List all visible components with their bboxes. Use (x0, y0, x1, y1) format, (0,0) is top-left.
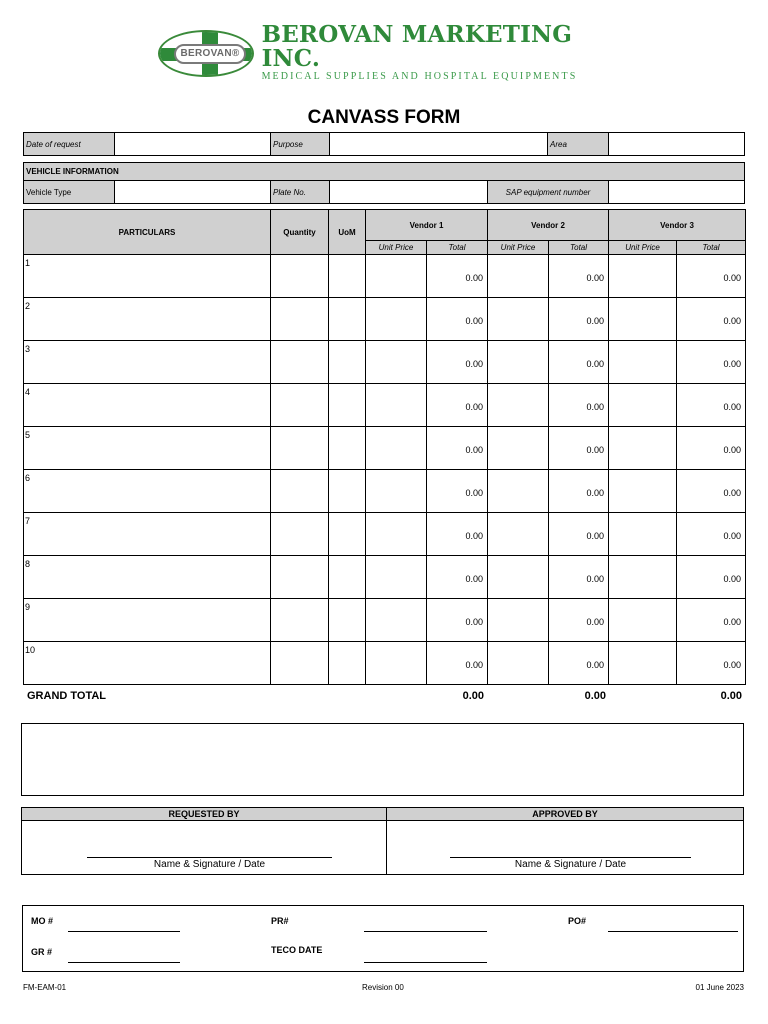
quantity-cell[interactable] (271, 341, 329, 384)
mo-field[interactable] (68, 931, 180, 932)
vendor1-unit-price-cell[interactable] (366, 599, 427, 642)
signature-line (450, 857, 691, 858)
vendor2-unit-price-cell[interactable] (488, 642, 549, 685)
sap-equipment-field[interactable] (608, 180, 745, 204)
vendor2-unit-price-cell[interactable] (488, 599, 549, 642)
date-of-request-label: Date of request (23, 132, 115, 156)
uom-cell[interactable] (329, 341, 366, 384)
vendor3-total-cell: 0.00 (677, 642, 746, 685)
grand-total-vendor3: 0.00 (720, 690, 742, 702)
vendor2-unit-price-cell[interactable] (488, 556, 549, 599)
vendor2-total-cell: 0.00 (549, 513, 609, 556)
vendor2-unit-price-header: Unit Price (488, 241, 549, 255)
table-row (24, 599, 746, 642)
revision: Revision 00 (362, 983, 404, 992)
quantity-cell[interactable] (271, 427, 329, 470)
vendor2-unit-price-cell[interactable] (488, 384, 549, 427)
uom-header: UoM (329, 210, 366, 255)
vehicle-information-header: VEHICLE INFORMATION (23, 162, 745, 181)
vendor2-total-cell: 0.00 (549, 298, 609, 341)
vendor3-unit-price-cell[interactable] (609, 427, 677, 470)
vendor3-total-cell: 0.00 (677, 255, 746, 298)
gr-label: GR # (31, 947, 53, 957)
row-number[interactable]: 3 (24, 341, 271, 384)
uom-cell[interactable] (329, 470, 366, 513)
approved-by-header: APPROVED BY (386, 807, 744, 821)
vendor3-unit-price-cell[interactable] (609, 599, 677, 642)
form-title: CANVASS FORM (307, 107, 461, 128)
vendor1-total-cell: 0.00 (427, 556, 488, 599)
vendor2-header: Vendor 2 (488, 210, 609, 241)
vendor1-unit-price-cell[interactable] (366, 341, 427, 384)
grand-total-label: GRAND TOTAL (27, 690, 107, 702)
vendor2-total-header: Total (549, 241, 609, 255)
uom-cell[interactable] (329, 384, 366, 427)
requested-by-header: REQUESTED BY (21, 807, 387, 821)
table-row (24, 384, 746, 427)
table-row (24, 255, 746, 298)
vendor2-unit-price-cell[interactable] (488, 470, 549, 513)
form-code: FM-EAM-01 (23, 983, 67, 992)
gr-field[interactable] (68, 962, 180, 963)
vendor3-total-cell: 0.00 (677, 298, 746, 341)
vendor1-unit-price-header: Unit Price (366, 241, 427, 255)
vendor3-total-cell: 0.00 (677, 384, 746, 427)
area-label: Area (547, 132, 609, 156)
uom-cell[interactable] (329, 642, 366, 685)
approved-by-caption: Name & Signature / Date (514, 859, 627, 870)
vendor3-total-cell: 0.00 (677, 513, 746, 556)
grand-total-vendor2: 0.00 (584, 690, 606, 702)
vendor3-total-header: Total (677, 241, 746, 255)
teco-date-label: TECO DATE (271, 945, 323, 955)
vendor1-total-cell: 0.00 (427, 427, 488, 470)
quantity-cell[interactable] (271, 384, 329, 427)
vendor2-total-cell: 0.00 (549, 427, 609, 470)
vendor3-unit-price-cell[interactable] (609, 384, 677, 427)
vendor1-unit-price-cell[interactable] (366, 255, 427, 298)
quantity-cell[interactable] (271, 298, 329, 341)
vendor2-total-cell: 0.00 (549, 470, 609, 513)
table-row (24, 427, 746, 470)
uom-cell[interactable] (329, 298, 366, 341)
vendor1-unit-price-cell[interactable] (366, 513, 427, 556)
uom-cell[interactable] (329, 513, 366, 556)
logo-badge: BEROVAN® (174, 44, 246, 64)
vendor1-unit-price-cell[interactable] (366, 384, 427, 427)
vendor3-total-cell: 0.00 (677, 341, 746, 384)
vendor1-unit-price-cell[interactable] (366, 642, 427, 685)
particulars-table (23, 209, 746, 685)
vehicle-type-field[interactable] (114, 180, 271, 204)
quantity-cell[interactable] (271, 599, 329, 642)
po-label: PO# (568, 916, 587, 926)
mo-label: MO # (31, 916, 54, 926)
purpose-label: Purpose (270, 132, 330, 156)
row-number[interactable]: 5 (24, 427, 271, 470)
vendor2-total-cell: 0.00 (549, 255, 609, 298)
row-number[interactable]: 10 (24, 642, 271, 685)
grand-total-vendor1: 0.00 (462, 690, 484, 702)
vendor1-unit-price-cell[interactable] (366, 427, 427, 470)
vendor2-total-cell: 0.00 (549, 556, 609, 599)
reference-box (22, 905, 744, 972)
vendor1-total-cell: 0.00 (427, 298, 488, 341)
date-of-request-field[interactable] (114, 132, 271, 156)
row-number[interactable]: 7 (24, 513, 271, 556)
row-number[interactable]: 4 (24, 384, 271, 427)
requested-by-signature-area[interactable] (21, 820, 387, 875)
row-number[interactable]: 2 (24, 298, 271, 341)
plate-no-label: Plate No. (270, 180, 330, 204)
vendor1-total-cell: 0.00 (427, 599, 488, 642)
vendor2-total-cell: 0.00 (549, 599, 609, 642)
vendor3-unit-price-cell[interactable] (609, 298, 677, 341)
table-row (24, 642, 746, 685)
uom-cell[interactable] (329, 599, 366, 642)
vendor3-unit-price-cell[interactable] (609, 513, 677, 556)
quantity-cell[interactable] (271, 556, 329, 599)
revision-date: 01 June 2023 (695, 983, 744, 992)
remarks-box[interactable] (21, 723, 744, 796)
signature-line (87, 857, 332, 858)
table-row (24, 470, 746, 513)
table-row (24, 556, 746, 599)
company-tagline: MEDICAL SUPPLIES AND HOSPITAL EQUIPMENTS (261, 71, 578, 82)
table-row (24, 298, 746, 341)
quantity-cell[interactable] (271, 255, 329, 298)
quantity-cell[interactable] (271, 513, 329, 556)
vendor2-unit-price-cell[interactable] (488, 341, 549, 384)
vendor1-total-header: Total (427, 241, 488, 255)
vendor1-unit-price-cell[interactable] (366, 470, 427, 513)
vendor3-total-cell: 0.00 (677, 427, 746, 470)
vendor3-total-cell: 0.00 (677, 470, 746, 513)
po-field[interactable] (608, 931, 738, 932)
company-logo (158, 21, 614, 82)
vendor1-unit-price-cell[interactable] (366, 298, 427, 341)
quantity-cell[interactable] (271, 642, 329, 685)
vendor3-unit-price-cell[interactable] (609, 642, 677, 685)
quantity-cell[interactable] (271, 470, 329, 513)
uom-cell[interactable] (329, 255, 366, 298)
approved-by-signature-area[interactable] (386, 820, 744, 875)
teco-date-field[interactable] (364, 962, 487, 963)
vendor2-total-cell: 0.00 (549, 642, 609, 685)
vendor2-unit-price-cell[interactable] (488, 255, 549, 298)
vendor2-unit-price-cell[interactable] (488, 427, 549, 470)
vendor3-unit-price-cell[interactable] (609, 470, 677, 513)
vendor2-total-cell: 0.00 (549, 341, 609, 384)
vendor1-total-cell: 0.00 (427, 642, 488, 685)
vendor3-total-cell: 0.00 (677, 599, 746, 642)
pr-label: PR# (271, 916, 289, 926)
company-name: BEROVAN MARKETING INC. (261, 21, 573, 72)
vendor3-header: Vendor 3 (609, 210, 746, 241)
vendor2-total-cell: 0.00 (549, 384, 609, 427)
table-row (24, 341, 746, 384)
vendor3-unit-price-cell[interactable] (609, 255, 677, 298)
vendor1-header: Vendor 1 (366, 210, 488, 241)
purpose-field[interactable] (329, 132, 548, 156)
uom-cell[interactable] (329, 556, 366, 599)
vendor2-unit-price-cell[interactable] (488, 513, 549, 556)
requested-by-caption: Name & Signature / Date (153, 859, 266, 870)
area-field[interactable] (608, 132, 745, 156)
vehicle-type-label: Vehicle Type (23, 180, 115, 204)
sap-equipment-label: SAP equipment number (487, 180, 609, 204)
particulars-header: PARTICULARS (24, 210, 271, 255)
row-number[interactable]: 6 (24, 470, 271, 513)
vendor3-unit-price-header: Unit Price (609, 241, 677, 255)
table-row (24, 513, 746, 556)
row-number[interactable]: 1 (24, 255, 271, 298)
row-number[interactable]: 9 (24, 599, 271, 642)
pr-field[interactable] (364, 931, 487, 932)
vendor1-unit-price-cell[interactable] (366, 556, 427, 599)
vendor1-total-cell: 0.00 (427, 513, 488, 556)
vendor3-total-cell: 0.00 (677, 556, 746, 599)
quantity-header: Quantity (271, 210, 329, 255)
vendor1-total-cell: 0.00 (427, 384, 488, 427)
vendor1-total-cell: 0.00 (427, 255, 488, 298)
plate-no-field[interactable] (329, 180, 488, 204)
logo-emblem (158, 30, 254, 77)
vendor3-unit-price-cell[interactable] (609, 341, 677, 384)
vendor1-total-cell: 0.00 (427, 470, 488, 513)
vendor1-total-cell: 0.00 (427, 341, 488, 384)
vendor3-unit-price-cell[interactable] (609, 556, 677, 599)
uom-cell[interactable] (329, 427, 366, 470)
row-number[interactable]: 8 (24, 556, 271, 599)
vendor2-unit-price-cell[interactable] (488, 298, 549, 341)
